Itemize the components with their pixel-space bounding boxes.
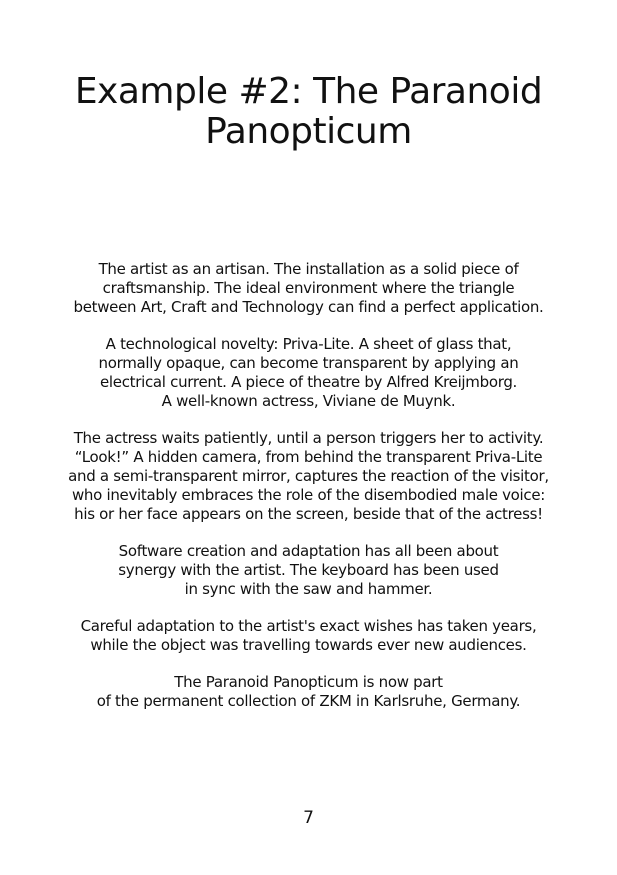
- text-line: A well-known actress, Viviane de Muynk.: [161, 392, 456, 410]
- paragraph: [40, 260, 577, 317]
- title-line: Panopticum: [205, 111, 412, 152]
- page-number: 7: [303, 808, 314, 828]
- text-line: who inevitably embraces the role of the disembodied male voice:: [71, 486, 546, 504]
- text-line: synergy with the artist. The keyboard has been used: [118, 561, 499, 579]
- text-line: while the object was travelling towards ever new audiences.: [90, 636, 527, 654]
- page-title: [40, 72, 577, 152]
- text-line: Software creation and adaptation has all been about: [118, 542, 499, 560]
- paragraph: [40, 335, 577, 411]
- text-line: The artist as an artisan. The installation as a solid piece of: [98, 260, 519, 278]
- text-line: between Art, Craft and Technology can find a perfect application.: [73, 298, 544, 316]
- text-line: The actress waits patiently, until a person triggers her to activity.: [73, 429, 544, 447]
- text-line: The Paranoid Panopticum is now part: [174, 673, 443, 691]
- paragraph: [40, 617, 577, 655]
- paragraph: [40, 673, 577, 711]
- text-line: electrical current. A piece of theatre by Alfred Kreijmborg.: [99, 373, 518, 391]
- text-line: of the permanent collection of ZKM in Karlsruhe, Germany.: [96, 692, 521, 710]
- text-line: “Look!” A hidden camera, from behind the transparent Priva-Lite: [74, 448, 543, 466]
- paragraph: [40, 429, 577, 524]
- text-line: Careful adaptation to the artist's exact wishes has taken years,: [80, 617, 537, 635]
- text-line: in sync with the saw and hammer.: [184, 580, 433, 598]
- text-line: and a semi-transparent mirror, captures the reaction of the visitor,: [68, 467, 549, 485]
- text-line: normally opaque, can become transparent by applying an: [98, 354, 519, 372]
- text-line: his or her face appears on the screen, beside that of the actress!: [74, 505, 543, 523]
- title-line: Example #2: The Paranoid: [74, 71, 543, 112]
- text-line: craftsmanship. The ideal environment where the triangle: [102, 279, 515, 297]
- paragraph: [40, 542, 577, 599]
- text-line: A technological novelty: Priva-Lite. A sheet of glass that,: [105, 335, 512, 353]
- body-text: [40, 260, 577, 729]
